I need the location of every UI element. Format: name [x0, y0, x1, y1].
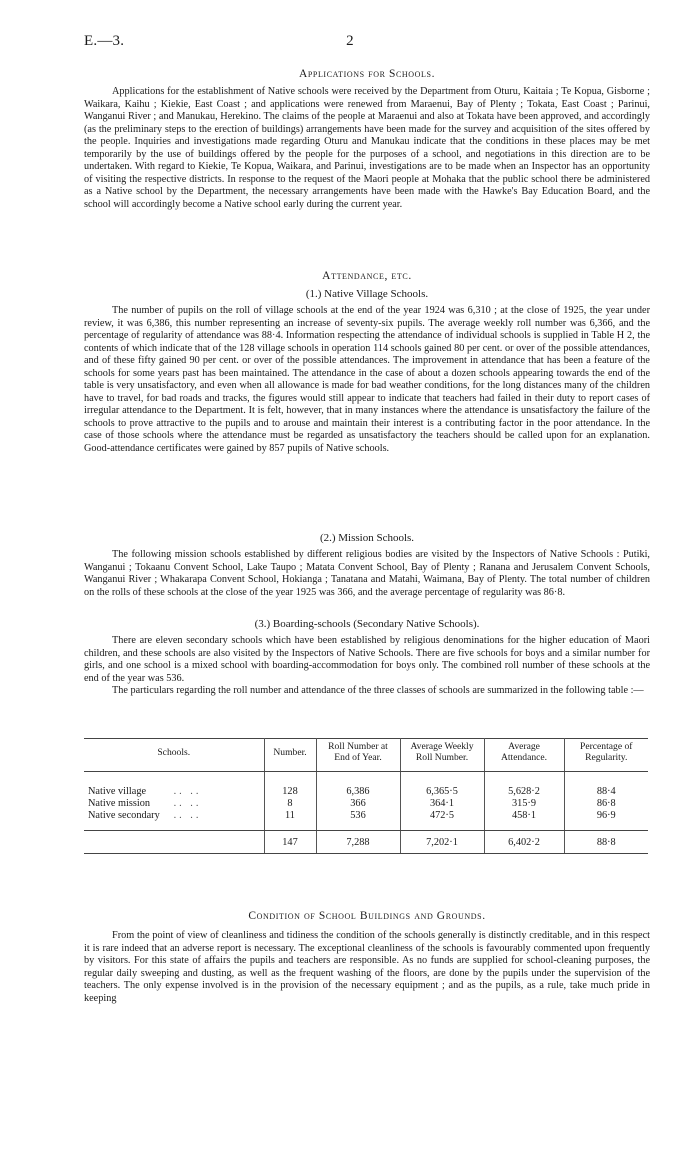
row-school: Native mission .. ..: [88, 798, 202, 809]
row-number: 8: [264, 798, 316, 810]
col-schools: Schools.: [84, 739, 264, 772]
row-attendance: 5,628·2: [484, 786, 564, 798]
col-weekly: Average Weekly Roll Number.: [400, 739, 484, 772]
col-roll: Roll Number at End of Year.: [316, 739, 400, 772]
condition-heading: Condition of School Buildings and Grounds.: [248, 910, 486, 922]
row-roll: 366: [316, 798, 400, 810]
row-regularity: 96·9: [564, 810, 648, 831]
row-regularity: 88·4: [564, 786, 648, 798]
total-weekly: 7,202·1: [400, 831, 484, 854]
document-reference: E.—3.: [84, 33, 125, 49]
table-totals-row: [84, 831, 648, 854]
condition-section: [84, 910, 650, 1005]
row-school: Native secondary .. ..: [84, 810, 264, 831]
table-header-row: [84, 739, 648, 772]
village-schools-paragraph: The number of pupils on the roll of village schools at the end of the year 1924 was 6,310 ; at the close of 1925, the year under review, it was 6,386, this number representing an increase of seventy-six pupils. The average weekly roll number was 6,366, and the percentage of regularity of attendance was 88·4. Information respecting the attendance of individual schools is supplied in Table H 2, the contents of which indicate that of the 128 village schools in operation 114 schools gained 80 per cent. or over of the possible attendances, and of these fifty gained 90 per cent. or over of the possible attendances. The improvement in attendance that has been a feature of the schools for some years past has been maintained. The attendance in the case of about a dozen schools appearing towards the end of the table is very unsatisfactory, and even when all allowance is made for bad weather conditions, for the long distances many of the children have to travel, for bad roads and tracks, the figures would still appear to indicate that teachers had failed in their duty to report cases of irregular attendance to the Department. It is felt, however, that in many instances where the attendance is unsatisfactory the failure of the schools to prove attractive to the pupils and to arouse and maintain their interest is a contributing factor in the poor attendance. In the case of those schools where the attendance must be regarded as unsatisfactory the teachers should be called upon for an explanation. Good-attendance certificates were gained by 857 pupils of Native schools.: [84, 305, 650, 454]
row-number: 11: [264, 810, 316, 831]
row-weekly: 6,365·5: [400, 786, 484, 798]
col-attendance: Average Attendance.: [484, 739, 564, 772]
attendance-section: [84, 270, 650, 455]
boarding-schools-paragraph-2: The particulars regarding the roll number and attendance of the three classes of schools are summarized in the following table :—: [112, 685, 644, 696]
col-number: Number.: [264, 739, 316, 772]
row-weekly: 364·1: [400, 798, 484, 810]
condition-paragraph: From the point of view of cleanliness and tidiness the condition of the schools generally is distinctly creditable, and in this respect it is rare indeed that an adverse report is necessary. The exceptional cleanliness of the schools is favourably commented upon frequently by visitors. For this state of affairs the pupils and teachers are responsible. As no funds are supplied for school-cleaning purposes, the regular daily sweeping and dusting, as well as the frequent washing of the floors, are done by the pupils under the supervision of the teachers. The only expense involved is in the provision of the necessary equipment ; and as the pupils, as a rule, take much pride in keeping: [84, 930, 650, 1004]
total-number: 147: [264, 831, 316, 854]
boarding-schools-paragraph-1: There are eleven secondary schools which have been established by religious denominations for the higher education of Maori children, and these schools are also visited by the Inspectors of Native Schools. There are five schools for boys and a similar number for girls, and one school is a mixed school with boarding-accommodation for boys only. The combined roll number of these schools at the end of the year was 536.: [84, 635, 650, 684]
applications-heading: Applications for Schools.: [298, 68, 436, 80]
attendance-table: [84, 738, 648, 854]
applications-paragraph: Applications for the establishment of Native schools were received by the Department from Oturu, Kaitaia ; Te Kopua, Gisborne ; Waikara, Kaihu ; Kiekie, East Coast ; and applications were renewed from Maraenui, Bay of Plenty ; Tokata, East Coast ; Parinui, Wanganui River ; and Manukau, Herekino. The claims of the people at Maraenui and also at Tokata have been approved, and accordingly (as the preliminary steps to the erection of buildings) arrangements have been made for the survey and acquisition of the sites offered by the people. Inquiries and investigations made regarding Oturu and Manukau indicate that the conditions in these places may be met temporarily by the use of buildings offered by the people for the purposes of a school, and negotiations in this direction are to be undertaken. With regard to Kiekie, Te Kopua, Waikara, and Parinui, investigations are to be made when an Inspector has an opportunity of visiting the respective districts. In response to the request of the Maori people at Mohaka that the public school there be administered as a Native school by the Department, the necessary arrangements have been made with the Hawke's Bay Education Board, and the school will accordingly become a Native school early during the current year.: [84, 86, 650, 210]
boarding-schools-heading: (3.) Boarding-schools (Secondary Native Schools).: [254, 618, 480, 630]
mission-schools-paragraph: The following mission schools established by different religious bodies are visited by the Inspectors of Native Schools : Putiki, Wanganui ; Tokaanu Convent School, Lake Taupo ; Matata Convent School, Bay of Plenty ; Ranana and Jerusalem Convent Schools, Wanganui River ; Whakarapa Convent School, Hokianga ; Tanatana and Matahi, Waimana, Bay of Plenty. The total number of children on the rolls of these schools at the close of the year 1925 was 366, and the average percentage of regularity was 86·8.: [84, 549, 650, 598]
boarding-section: [84, 618, 650, 698]
row-number: 128: [264, 786, 316, 798]
row-school: Native village .. ..: [88, 786, 202, 797]
total-attendance: 6,402·2: [484, 831, 564, 854]
table-row: [84, 810, 648, 831]
total-regularity: 88·8: [564, 831, 648, 854]
row-attendance: 458·1: [484, 810, 564, 831]
page-number: 2: [346, 33, 354, 49]
row-roll: 6,386: [316, 786, 400, 798]
row-weekly: 472·5: [400, 810, 484, 831]
total-roll: 7,288: [316, 831, 400, 854]
table-row: [84, 798, 648, 810]
mission-schools-heading: (2.) Mission Schools.: [319, 532, 415, 544]
table-row: [84, 786, 648, 798]
village-schools-heading: (1.) Native Village Schools.: [305, 288, 429, 300]
row-regularity: 86·8: [564, 798, 648, 810]
row-roll: 536: [316, 810, 400, 831]
row-attendance: 315·9: [484, 798, 564, 810]
attendance-table-wrapper: [84, 738, 650, 854]
applications-section: [84, 68, 650, 211]
attendance-heading: Attendance, etc.: [322, 270, 412, 282]
mission-section: [84, 532, 650, 599]
col-regularity: Percentage of Regularity.: [564, 739, 648, 772]
